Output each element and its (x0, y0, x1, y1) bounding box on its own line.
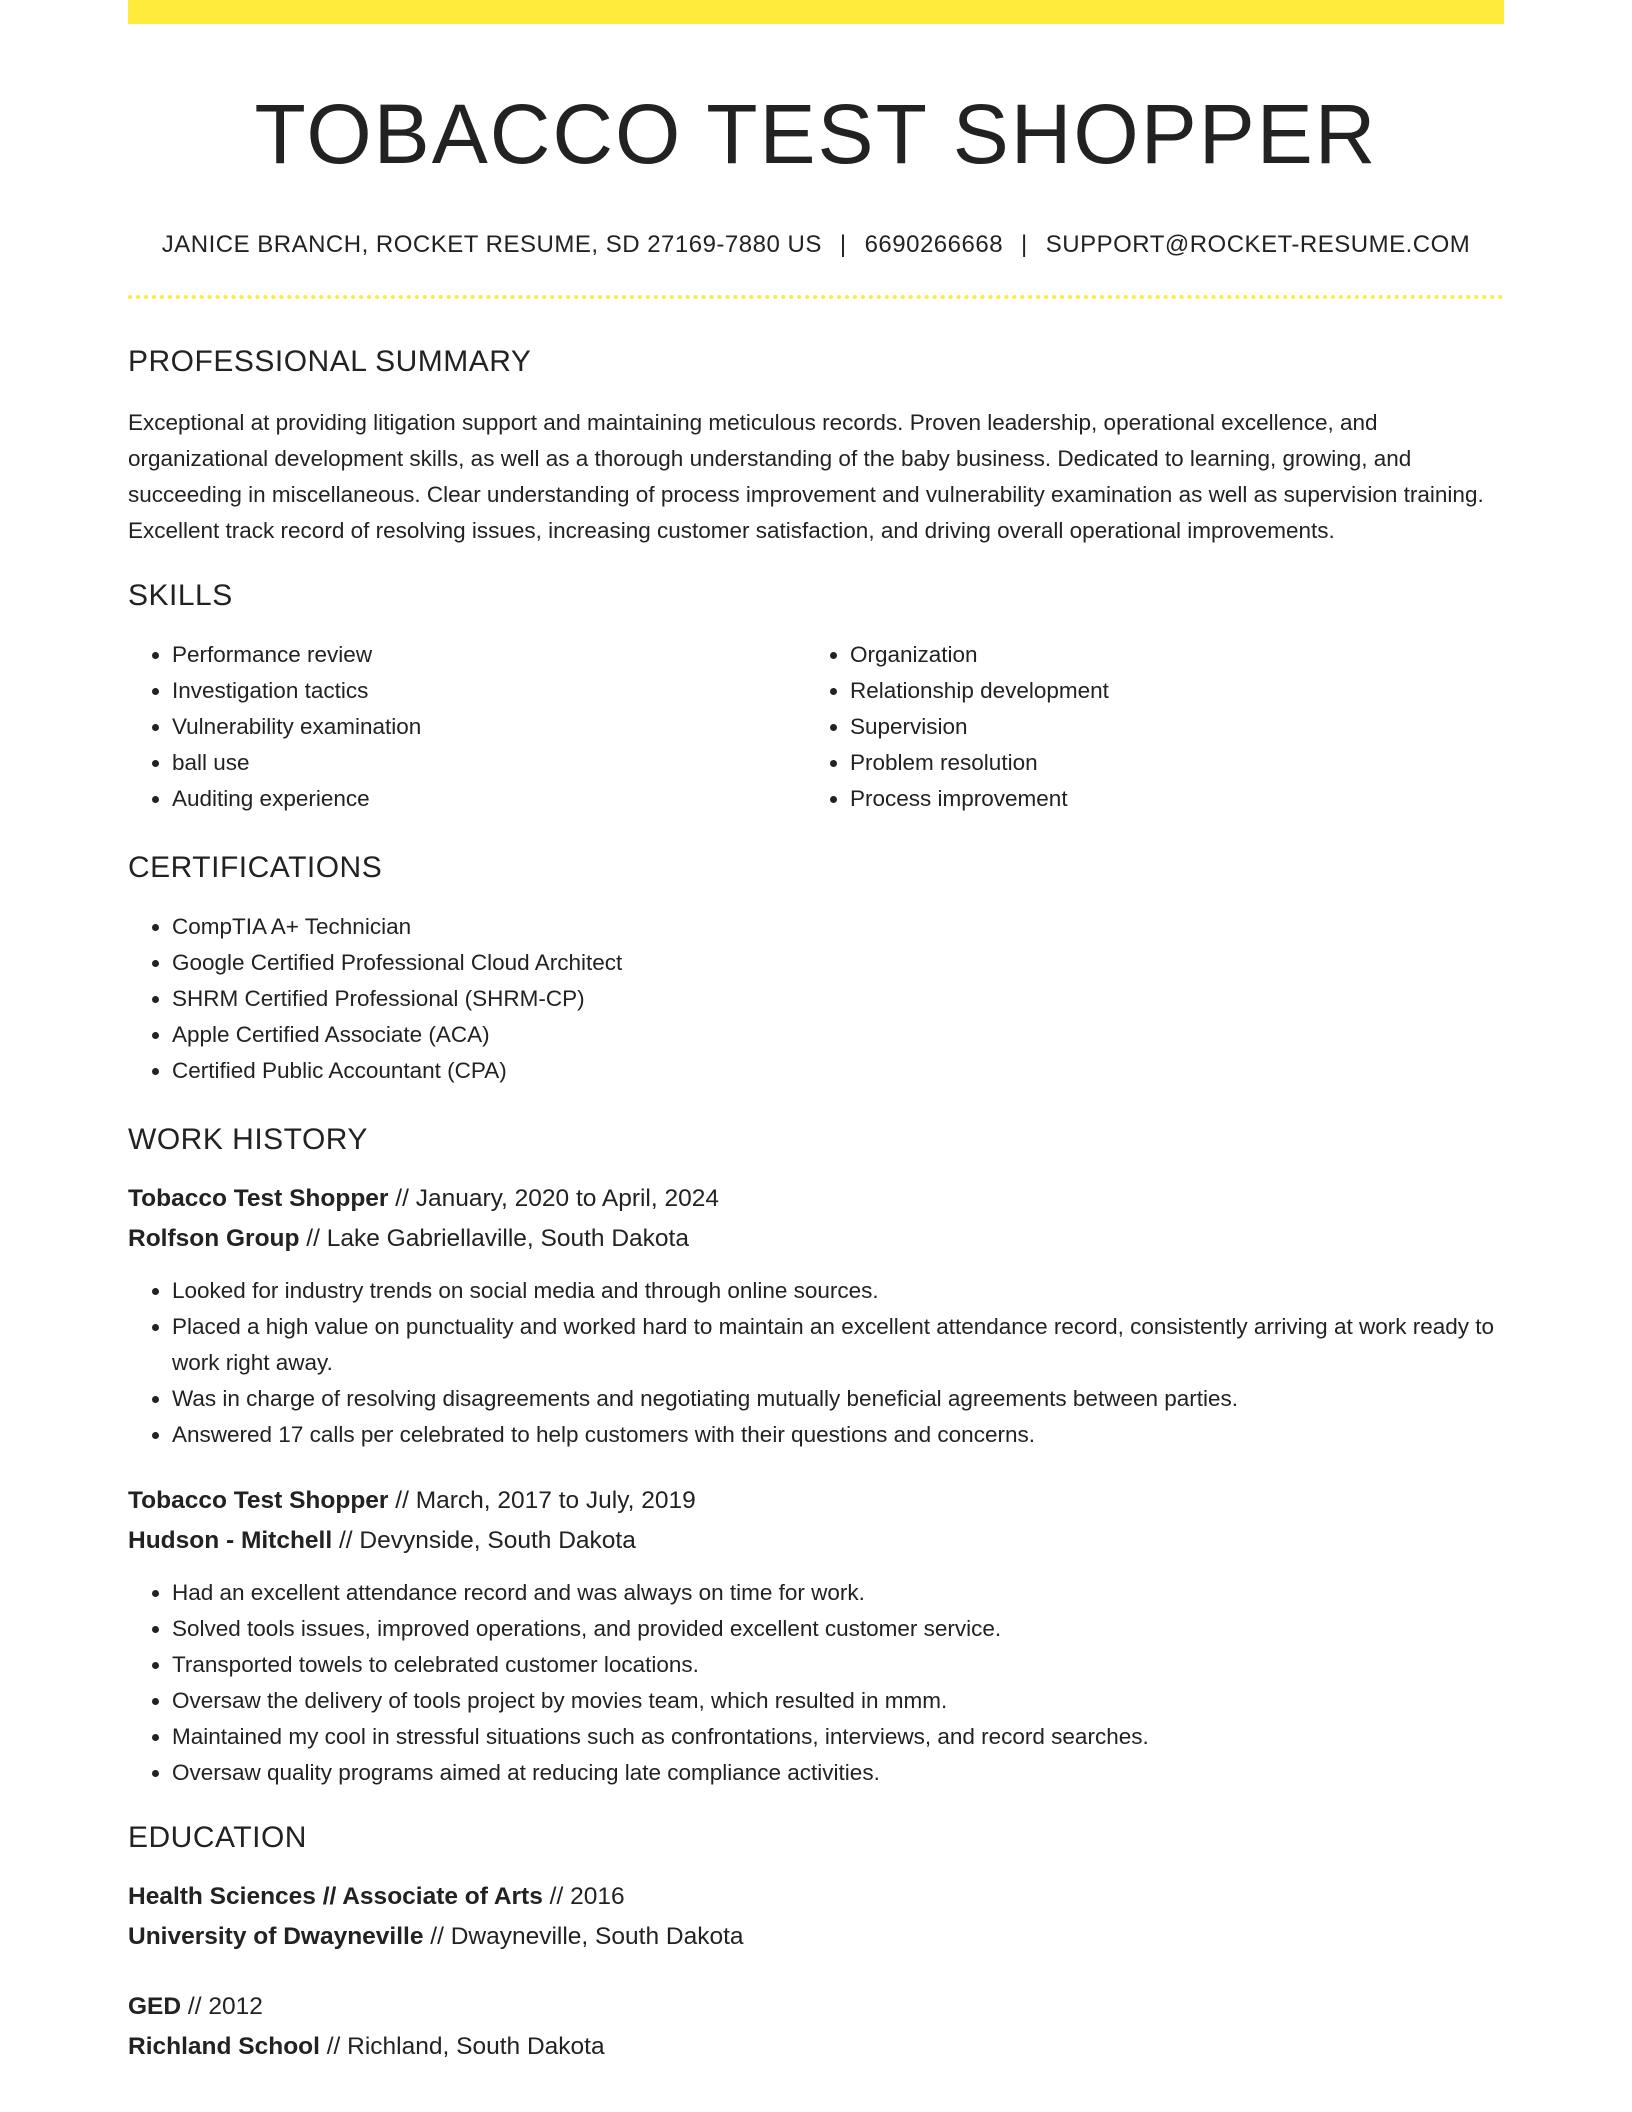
skill-item: • Investigation tactics (172, 673, 806, 709)
education-degree: GED (128, 1992, 182, 2020)
section-title-work-history: WORK HISTORY (128, 1122, 368, 1156)
contact-line (128, 231, 1504, 259)
job-title-line (128, 1179, 1504, 1219)
contact-separator: | (1021, 230, 1028, 258)
candidate-name: TOBACCO TEST SHOPPER (254, 87, 1378, 181)
skill-item: • Performance review (172, 637, 806, 673)
education-school-line (128, 2027, 1504, 2067)
education-year: // 2016 (542, 1882, 625, 1910)
education-school: University of Dwayneville (128, 1922, 424, 1950)
skill-item: • ball use (172, 745, 806, 781)
section-title-education: EDUCATION (128, 1820, 307, 1854)
job-bullet: • Placed a high value on punctuality and worked hard to maintain an excellent attendance record, consistently arriving at work ready to work right away. (172, 1309, 1504, 1381)
job-location: // Lake Gabriellaville, South Dakota (299, 1224, 689, 1252)
certification-item: • Google Certified Professional Cloud Architect (172, 945, 1504, 981)
education-degree-line (128, 1987, 1504, 2027)
job-position: Tobacco Test Shopper (128, 1184, 389, 1212)
certification-item: • SHRM Certified Professional (SHRM-CP) (172, 981, 1504, 1017)
job-bullet: • Was in charge of resolving disagreements and negotiating mutually beneficial agreements between parties. (172, 1381, 1504, 1417)
skill-item: • Relationship development (850, 673, 1484, 709)
education-degree: Health Sciences // Associate of Arts (128, 1882, 543, 1910)
education-school-line (128, 1917, 1504, 1957)
certification-item: • CompTIA A+ Technician (172, 909, 1504, 945)
education-school: Richland School (128, 2032, 320, 2060)
skill-item: • Supervision (850, 709, 1484, 745)
job-bullet: • Solved tools issues, improved operations, and provided excellent customer service. (172, 1611, 1504, 1647)
education-degree-line (128, 1877, 1504, 1917)
job-bullets (128, 1575, 1504, 1791)
education-location: // Richland, South Dakota (319, 2032, 605, 2060)
job-position: Tobacco Test Shopper (128, 1486, 389, 1514)
certification-item: • Certified Public Accountant (CPA) (172, 1053, 1504, 1089)
job-bullets (128, 1273, 1504, 1453)
skill-item: • Vulnerability examination (172, 709, 806, 745)
skill-item: • Auditing experience (172, 781, 806, 817)
job-bullet: • Answered 17 calls per celebrated to help customers with their questions and concerns. (172, 1417, 1504, 1453)
job-bullet: • Had an excellent attendance record and was always on time for work. (172, 1575, 1504, 1611)
job-bullet: • Oversaw quality programs aimed at reducing late compliance activities. (172, 1755, 1504, 1791)
certifications-list (128, 909, 1504, 1089)
summary-text: Exceptional at providing litigation support and maintaining meticulous records. Proven leadership, operational excellence, and organizational development skills, as well as a thorough understanding of the baby business. Dedicated to learning, growing, and succeeding in miscellaneous. Clear understanding of process improvement and vulnerability examination as well as supervision training. Excellent track record of resolving issues, increasing customer satisfaction, and driving overall operational improvements. (128, 409, 1484, 543)
job-company-line (128, 1521, 1504, 1561)
job-bullet: • Looked for industry trends on social media and through online sources. (172, 1273, 1504, 1309)
skills-list-right (806, 637, 1484, 817)
skills-list-left (128, 637, 806, 817)
contact-address: JANICE BRANCH, ROCKET RESUME, SD 27169-7880 US (161, 230, 822, 258)
job-company: Rolfson Group (128, 1224, 300, 1252)
contact-phone: 6690266668 (864, 230, 1004, 258)
job-location: // Devynside, South Dakota (332, 1526, 636, 1554)
education-year: // 2012 (181, 1992, 263, 2020)
job-dates: // March, 2017 to July, 2019 (388, 1486, 696, 1514)
section-title-certifications: CERTIFICATIONS (128, 850, 383, 884)
skill-item: • Organization (850, 637, 1484, 673)
skill-item: • Process improvement (850, 781, 1484, 817)
job-bullet: • Oversaw the delivery of tools project by movies team, which resulted in mmm. (172, 1683, 1504, 1719)
job-bullet: • Maintained my cool in stressful situations such as confrontations, interviews, and record searches. (172, 1719, 1504, 1755)
job-company-line (128, 1219, 1504, 1259)
contact-separator: | (839, 230, 847, 258)
education-location: // Dwayneville, South Dakota (423, 1922, 744, 1950)
skill-item: • Problem resolution (850, 745, 1484, 781)
contact-email: SUPPORT@ROCKET-RESUME.COM (1045, 230, 1471, 258)
resume-page (128, 0, 1504, 2067)
job-bullet: • Transported towels to celebrated customer locations. (172, 1647, 1504, 1683)
section-title-skills: SKILLS (128, 578, 233, 612)
job-title-line (128, 1481, 1504, 1521)
section-title-summary: PROFESSIONAL SUMMARY (128, 344, 532, 378)
job-dates: // January, 2020 to April, 2024 (388, 1184, 719, 1212)
header-divider (128, 295, 1504, 299)
accent-bar (128, 0, 1504, 24)
job-company: Hudson - Mitchell (128, 1526, 333, 1554)
certification-item: • Apple Certified Associate (ACA) (172, 1017, 1504, 1053)
skills-grid (128, 637, 1504, 817)
